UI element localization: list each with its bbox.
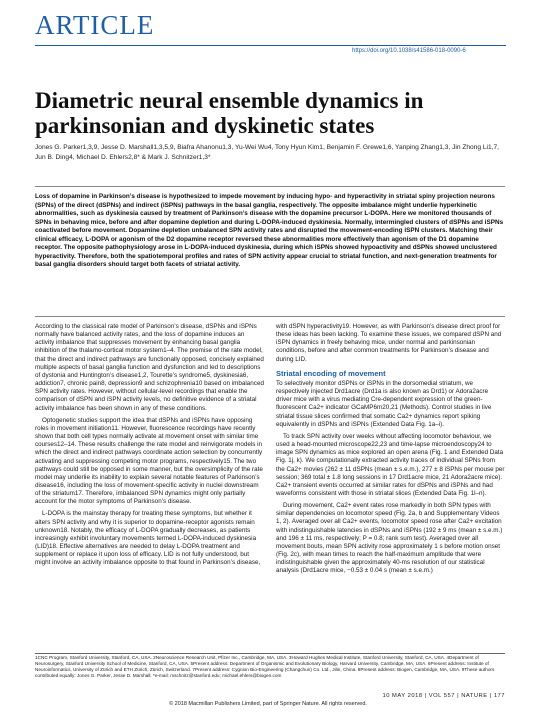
author-list: Jones G. Parker1,3,9, Jesse D. Marshall1,3,5,9, Biafra Ahanonu1,3, Yu-Wei Wu4, Tony Hyun Kim1, Benjamin F. Grewe1,6, Yanping Zhang1,3, Jin Zhong Li1,7, Jun B. Ding4, Michael D. Ehlers2,8* & Mark J. Schnitzer1,3*: [35, 144, 500, 161]
paragraph: During movement, Ca2+ event rates rose markedly in both SPN types with similar dependencies on locomotor speed (Fig. 2a, b and Supplementary Videos 1, 2). Averaged over all Ca2+ events, locomotor speed rose after Ca2+ excitation with indistinguishable latencies in dSPNs and iSPNs (192 ± 9 ms (mean ± s.e.m.) and 196 ± 11 ms, respectively; P = 0.8; rank sum test). Averaged over all movement bouts, mean SPN activity rose approximately 1 s before motion onset (Fig. 2c), with mean times to reach the half-maximum amplitude that were indistinguishable given the approximately 40-ms resolution of our statistical analysis (Drd1acre mice, −0.53 ± 0.04 s (mean ± s.e.m.): [276, 502, 503, 575]
paragraph: To track SPN activity over weeks without affecting locomotor behaviour, we used a head-mounted microscope22,23 and time-lapse microendoscopy24 to image SPN dynamics as mice explored an open arena (Fig. 1 and Extended Data Fig. 1j, k). We computationally extracted activity traces of individual SPNs from the Ca2+ movies (262 ± 11 dSPNs (mean ± s.e.m.), 277 ± 8 iSPNs per mouse per session; 369 total ± 1.8 long sessions in 17 Drd1acre mice, 21 Adora2acre mice). Ca2+ transient events occurred at similar rates for dSPNs and iSPNs and had waveforms consistent with those in striatal slices (Extended Data Fig. 1l–n).: [276, 432, 505, 497]
paragraph: To selectively monitor dSPNs or iSPNs in the dorsomedial striatum, we respectively injected Drd1acre (Drd1a is also known as Drd1) or Adora2acre driver mice with a virus mediating Cre-dependent expression of the green-fluorescent Ca2+ indicator GCaMP6m20,21 (Methods). Control studies in live striatal tissue slices confirmed that somatic Ca2+ dynamics report spiking equivalently in dSPNs and iSPNs (Extended Data Fig. 1a–i).: [276, 379, 492, 428]
header-rule: [35, 45, 506, 46]
abstract-bottom-rule: [35, 316, 505, 317]
copyright-notice: © 2018 Macmillan Publishers Limited, part of Springer Nature. All rights reserved.: [169, 701, 367, 707]
paragraph: with dSPN hyperactivity19. However, as with Parkinson’s disease direct proof for these ideas has been lacking. To examine these issues, we compared dSPN and iSPN dynamics in freely behaving mice, under normal and parkinsonian conditions, before and after common treatments for Parkinson’s disease and during LID.: [276, 323, 502, 363]
page-footer-issue: 10 MAY 2018 | VOL 557 | NATURE | 177: [382, 693, 505, 699]
body-right-column: [276, 323, 505, 651]
paragraph: Optogenetic studies support the idea that dSPNs and iSPNs have opposing roles in movement initiation11. However, fluorescence recordings have recently shown that both cell types normally activate at movement onset with similar time courses12–14. These results challenge the rate model and reinvigorate models in which the direct and indirect pathways coordinate action selection by concurrently activating and suppressing competing motor programs, respectively15. The two pathways could still be opposed in some manner, but the oversimplicity of the rate model may underlie its inability to explain several notable features of Parkinson’s disease16, including the loss of movement-specific activity in nuclei downstream of the striatum17. Therefore, imbalanced SPN dynamics might only partially account for the motor symptoms of Parkinson’s disease.: [35, 416, 263, 506]
body-left-column: [35, 323, 264, 651]
paragraph: L-DOPA is the mainstay therapy for treating these symptoms, but whether it alters SPN activity and why it is superior to dopamine-receptor agonists remain unknown18. Notably, the efficacy of L-DOPA gradually decreases, as patients increasingly exhibit involuntary movements termed L-DOPA-induced dyskinesia (LID)18. Effective alternatives are needed to delay L-DOPA treatment and supplement or replace it upon loss of efficacy. LID is not fully understood, but might involve an activity imbalance opposite to that found in Parkinson’s disease,: [35, 510, 261, 567]
abstract: Loss of dopamine in Parkinson’s disease is hypothesized to impede movement by inducing hypo- and hyperactivity in striatal spiny projection neurons (SPNs) of the direct (dSPNs) and indirect (iSPNs) pathways in the basal ganglia, respectively. The opposite imbalance might underlie hyperkinetic abnormalities, such as dyskinesia caused by treatment of Parkinson’s disease with the dopamine precursor L-DOPA. Here we monitored thousands of SPNs in behaving mice, before and after dopamine depletion and during L-DOPA-induced dyskinesia. Normally, intermingled clusters of dSPNs and iSPNs coactivated before movement. Dopamine depletion unbalanced SPN activity rates and disrupted the movement-encoding iSPN clusters. Matching their clinical efficacy, L-DOPA or agonism of the D2 dopamine receptor reversed these abnormalities more effectively than agonism of the D1 dopamine receptor. The opposite pathophysiology arose in L-DOPA-induced dyskinesia, during which iSPNs showed hypoactivity and dSPNs showed unclustered hyperactivity. Therefore, both the spatiotemporal profiles and rates of SPN activity appear crucial to striatal function, and next-generation treatments for basal ganglia disorders should target both facets of striatal activity.: [35, 193, 504, 268]
article-type-label: ARTICLE: [35, 10, 155, 40]
affiliations-footnote: 1CNC Program, Stanford University, Stanford, CA, USA. 2Neuroscience Research Unit, Pfizer Inc., Cambridge, MA, USA. 3Howard Hughes Medical Institute, Stanford University, Stanford, CA, USA. 4Department of Neurosurgery, Stanford University School of Medicine, Stanford, CA, USA. 5Present address: Department of Organismic and Evolutionary Biology, Harvard University, Cambridge, MA, USA. 6Present address: Institute of Neuroinformatics, University of Zürich and ETH Zürich, Zürich, Switzerland. 7Present address: Cygnion Bio-Engineering (Changchun) Co. Ltd., Jilin, China. 8Present address: Biogen, Cambridge, MA, USA. 9These authors contributed equally: Jones G. Parker, Jesse D. Marshall. *e-mail: mschnitz@stanford.edu; michael.ehlers@biogen.com: [35, 655, 495, 679]
paragraph: According to the classical rate model of Parkinson’s disease, dSPNs and iSPNs normally have balanced activity rates, and the loss of dopamine induces an activity imbalance that suppresses movement by enhancing basal ganglia inhibition of the thalamo-cortical motor system1–4. The premise of the rate model, that the direct and indirect pathways are functionally opposed, concisely explained multiple aspects of basal ganglia function and dysfunction and led to descriptions of dystonia and Huntington’s disease1,2, Tourette’s syndrome5, dyskinesia6, addiction7, chronic pain8, depression9 and schizophrenia10 based on imbalanced SPN activity rates. However, without cellular-level recordings that enable the comparison of dSPN and iSPN activity levels, no definitive evidence of a striatal activity imbalance has been shown in any of these conditions.: [35, 323, 264, 412]
doi-link[interactable]: https://doi.org/10.1038/s41586-018-0090-6: [352, 48, 466, 54]
article-title: Diametric neural ensemble dynamics in parkinsonian and dyskinetic states: [35, 88, 424, 138]
footnote-rule: [35, 653, 505, 654]
section-heading: Striatal encoding of movement: [276, 368, 386, 378]
